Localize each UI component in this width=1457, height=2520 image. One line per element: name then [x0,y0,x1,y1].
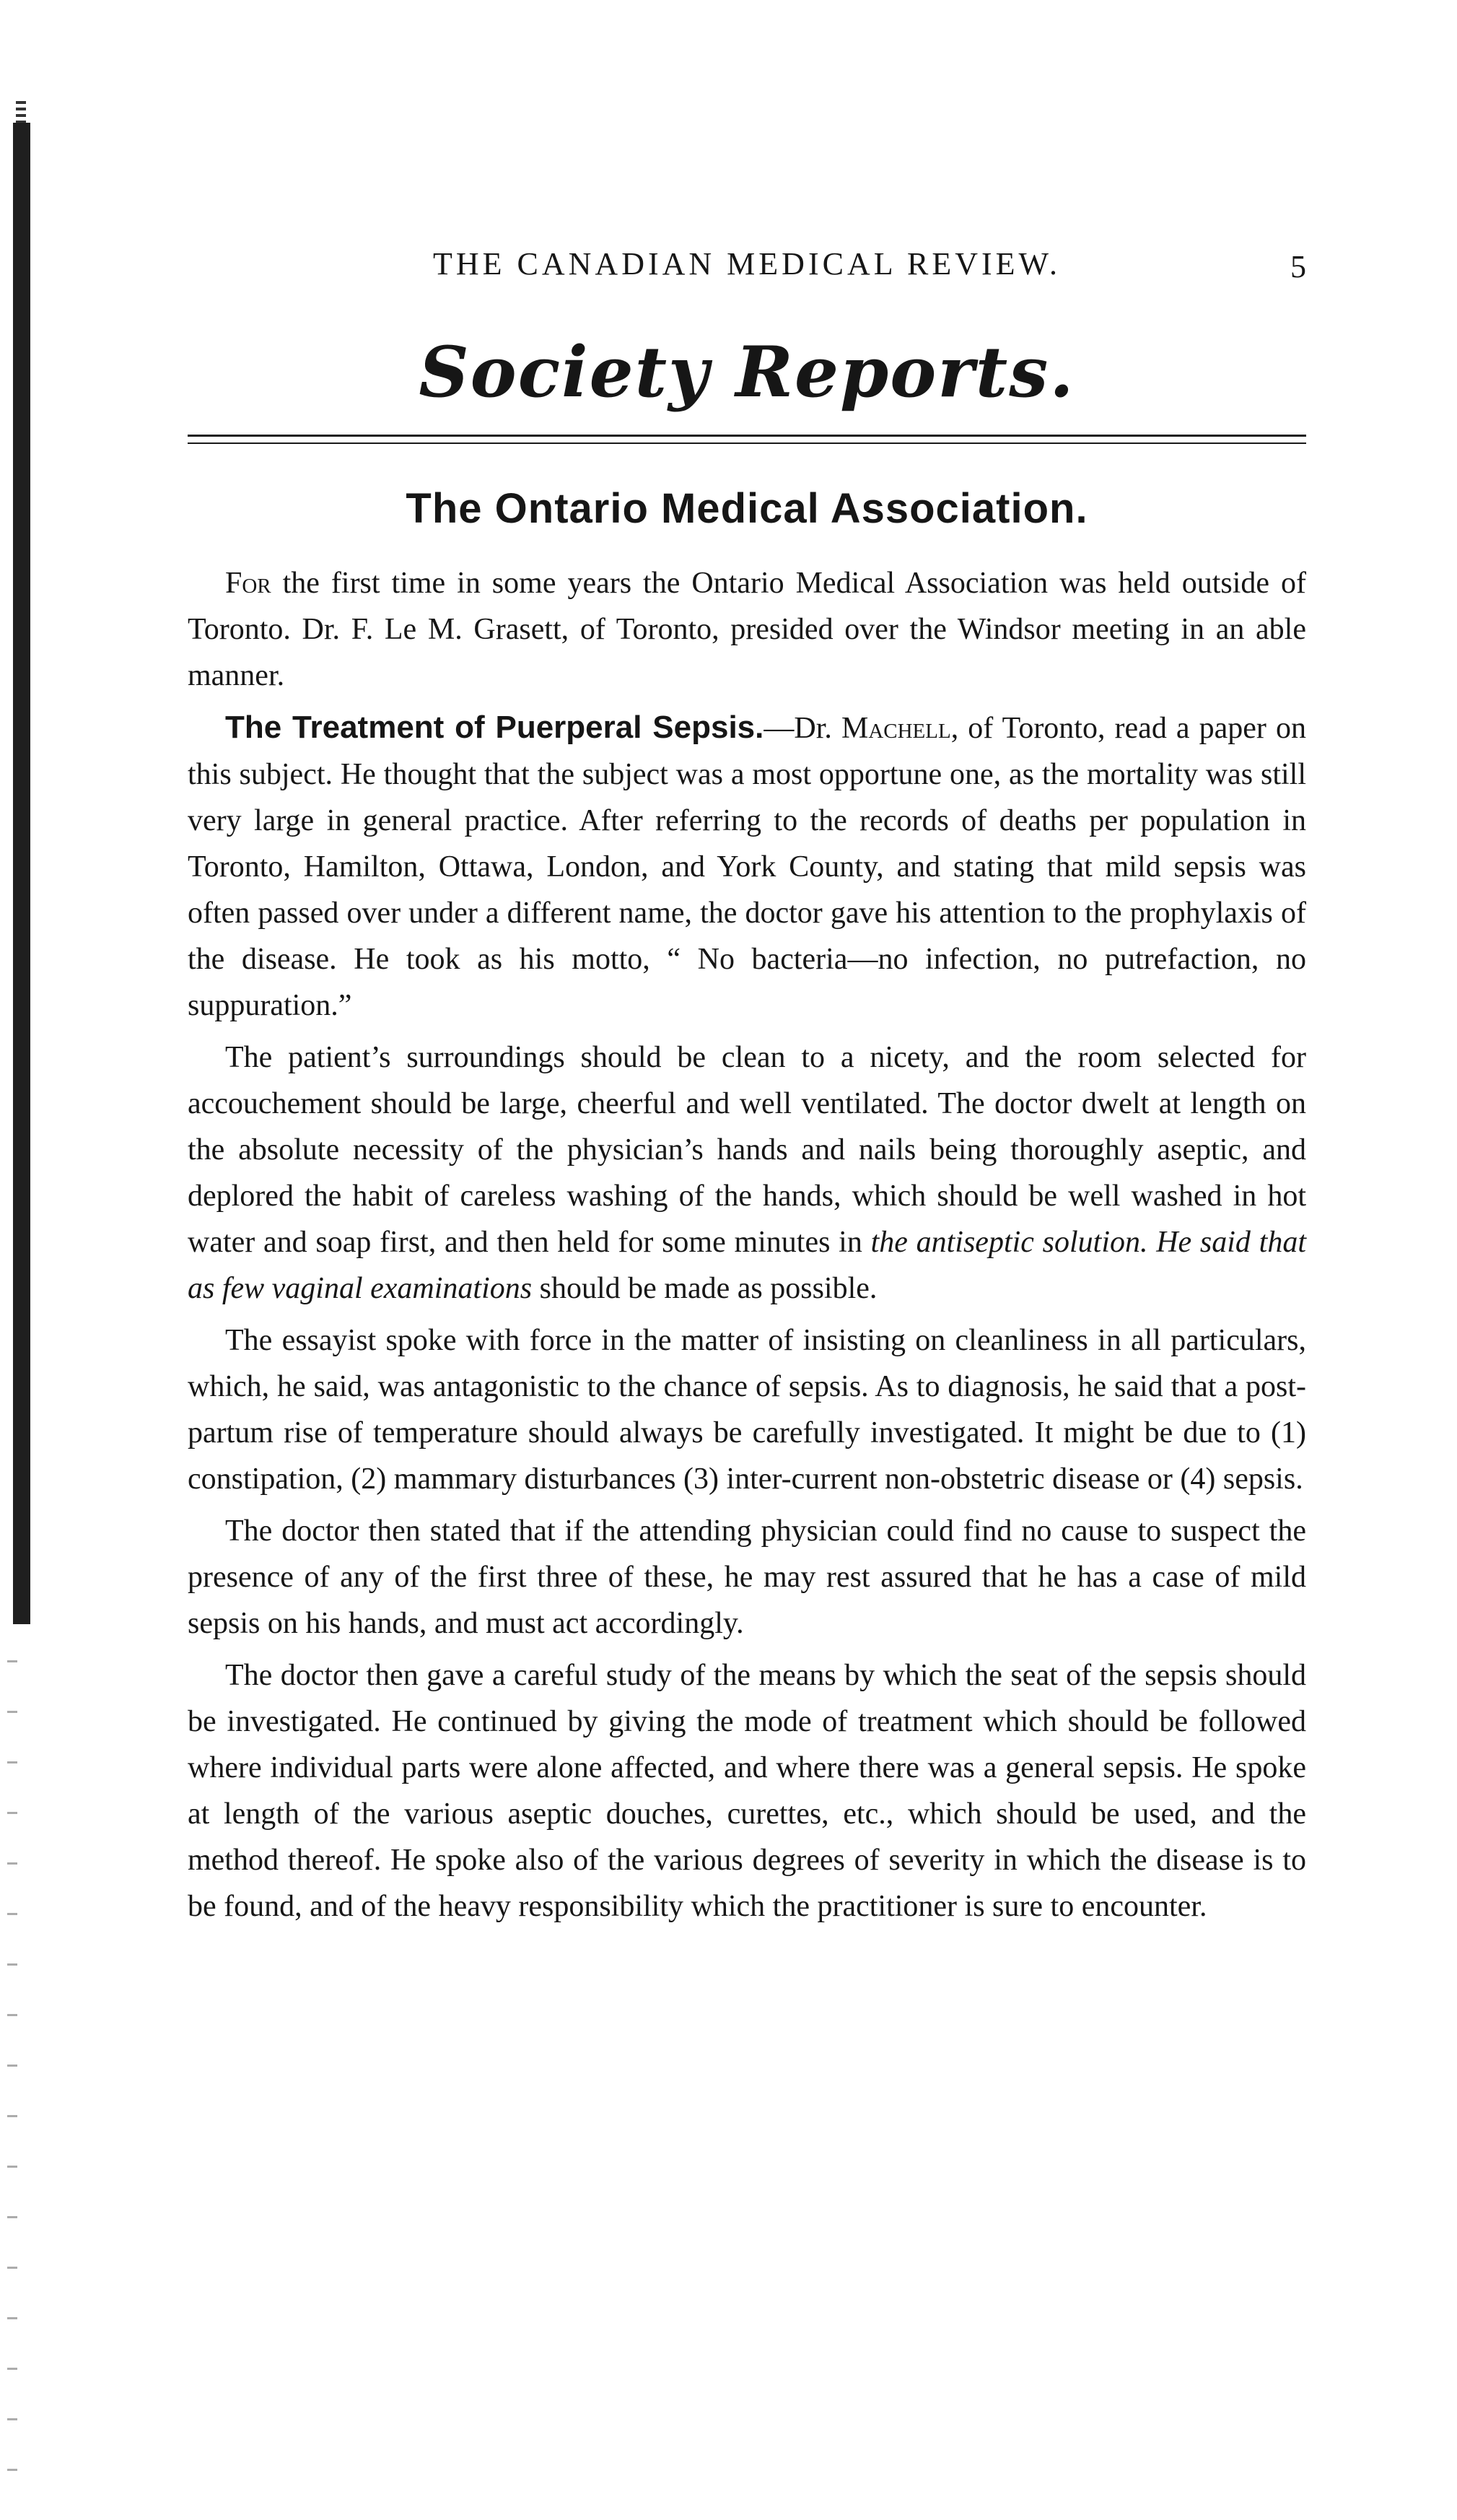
paragraph-1-lead: For [225,567,271,600]
paragraph-5: The doctor then stated that if the attending physician could find no cause to suspect the presence of any of the first three of these, he may rest assured that he has a case of mild sepsis on his hands, and must act accordingly. [188,1514,1306,1640]
paragraph-3-tail: should be made as possible. [532,1272,878,1305]
paragraph-2-author-name: Machell [841,712,951,745]
paragraph-4: The essayist spoke with force in the matter of insisting on cleanliness in all particulars, which, he said, was antagonistic to the chance of sepsis. As to diagnosis, he said that a post-partum rise of temperature should always be carefully investigated. It might be due to (1) constipation, (2) mammary disturbances (3) inter-current non-obstetric disease or (4) sepsis. [188,1324,1306,1496]
paragraph-3 [188,1034,1306,1312]
running-head [188,245,1306,289]
paragraph-1-text: the first time in some years the Ontario Medical Association was held outside of Toronto. Dr. F. Le M. Grasett, of Toronto, presided over the Windsor meeting in an able manner. [188,567,1306,692]
journal-title: THE CANADIAN MEDICAL REVIEW. [433,246,1061,282]
paragraph-3-italic-text: the antiseptic solution. He said that as few vaginal examinations [188,1226,1306,1305]
double-rule-divider [188,435,1306,444]
paragraph-6: The doctor then gave a careful study of the means by which the seat of the sepsis should be investigated. He continued by giving the mode of treatment which should be followed where individual parts were alone affected, and where there was a general sepsis. He spoke at length of the various aseptic douches, curettes, etc., which should be used, and the method thereof. He spoke also of the various degrees of severity in which the disease is to be found, and of the heavy responsibility which the practitioner is sure to encounter. [188,1659,1306,1923]
article-body [188,560,1306,1930]
paragraph-2-dash: —Dr. [763,712,841,745]
paragraph-3-text: The patient’s surroundings should be clean to a nicety, and the room selected for accouchement should be large, cheerful and well ventilated. The doctor dwelt at length on the absolute necessity of the physician’s hands and nails being thoroughly aseptic, and deplored the habit of careless washing of the hands, which should be well washed in hot water and soap first, and then held for some minutes in [188,1041,1306,1259]
page-number: 5 [1290,249,1306,284]
article-title: The Ontario Medical Association. [406,485,1088,532]
scan-binding-edge [13,123,30,1624]
paragraph-2-run-in-heading: The Treatment of Puerperal Sepsis. [225,710,764,745]
paragraph-2-text: , of Toronto, read a paper on this subject. He thought that the subject was a most opportune one, as the mortality was still very large in general practice. After referring to the records of deaths per population in Toronto, Hamilton, Ottawa, London, and York County, and stating that mild sepsis was often passed over under a different name, the doctor gave his attention to the prophylaxis of the disease. He took as his motto, “ No bacteria—no infection, no putrefaction, no suppuration.” [188,712,1307,1022]
paragraph-2 [188,705,1306,1029]
journal-page [188,245,1306,1935]
paragraph-1 [188,560,1306,699]
section-heading: Society Reports. [419,331,1075,413]
scan-margin-specks [7,1660,17,2490]
